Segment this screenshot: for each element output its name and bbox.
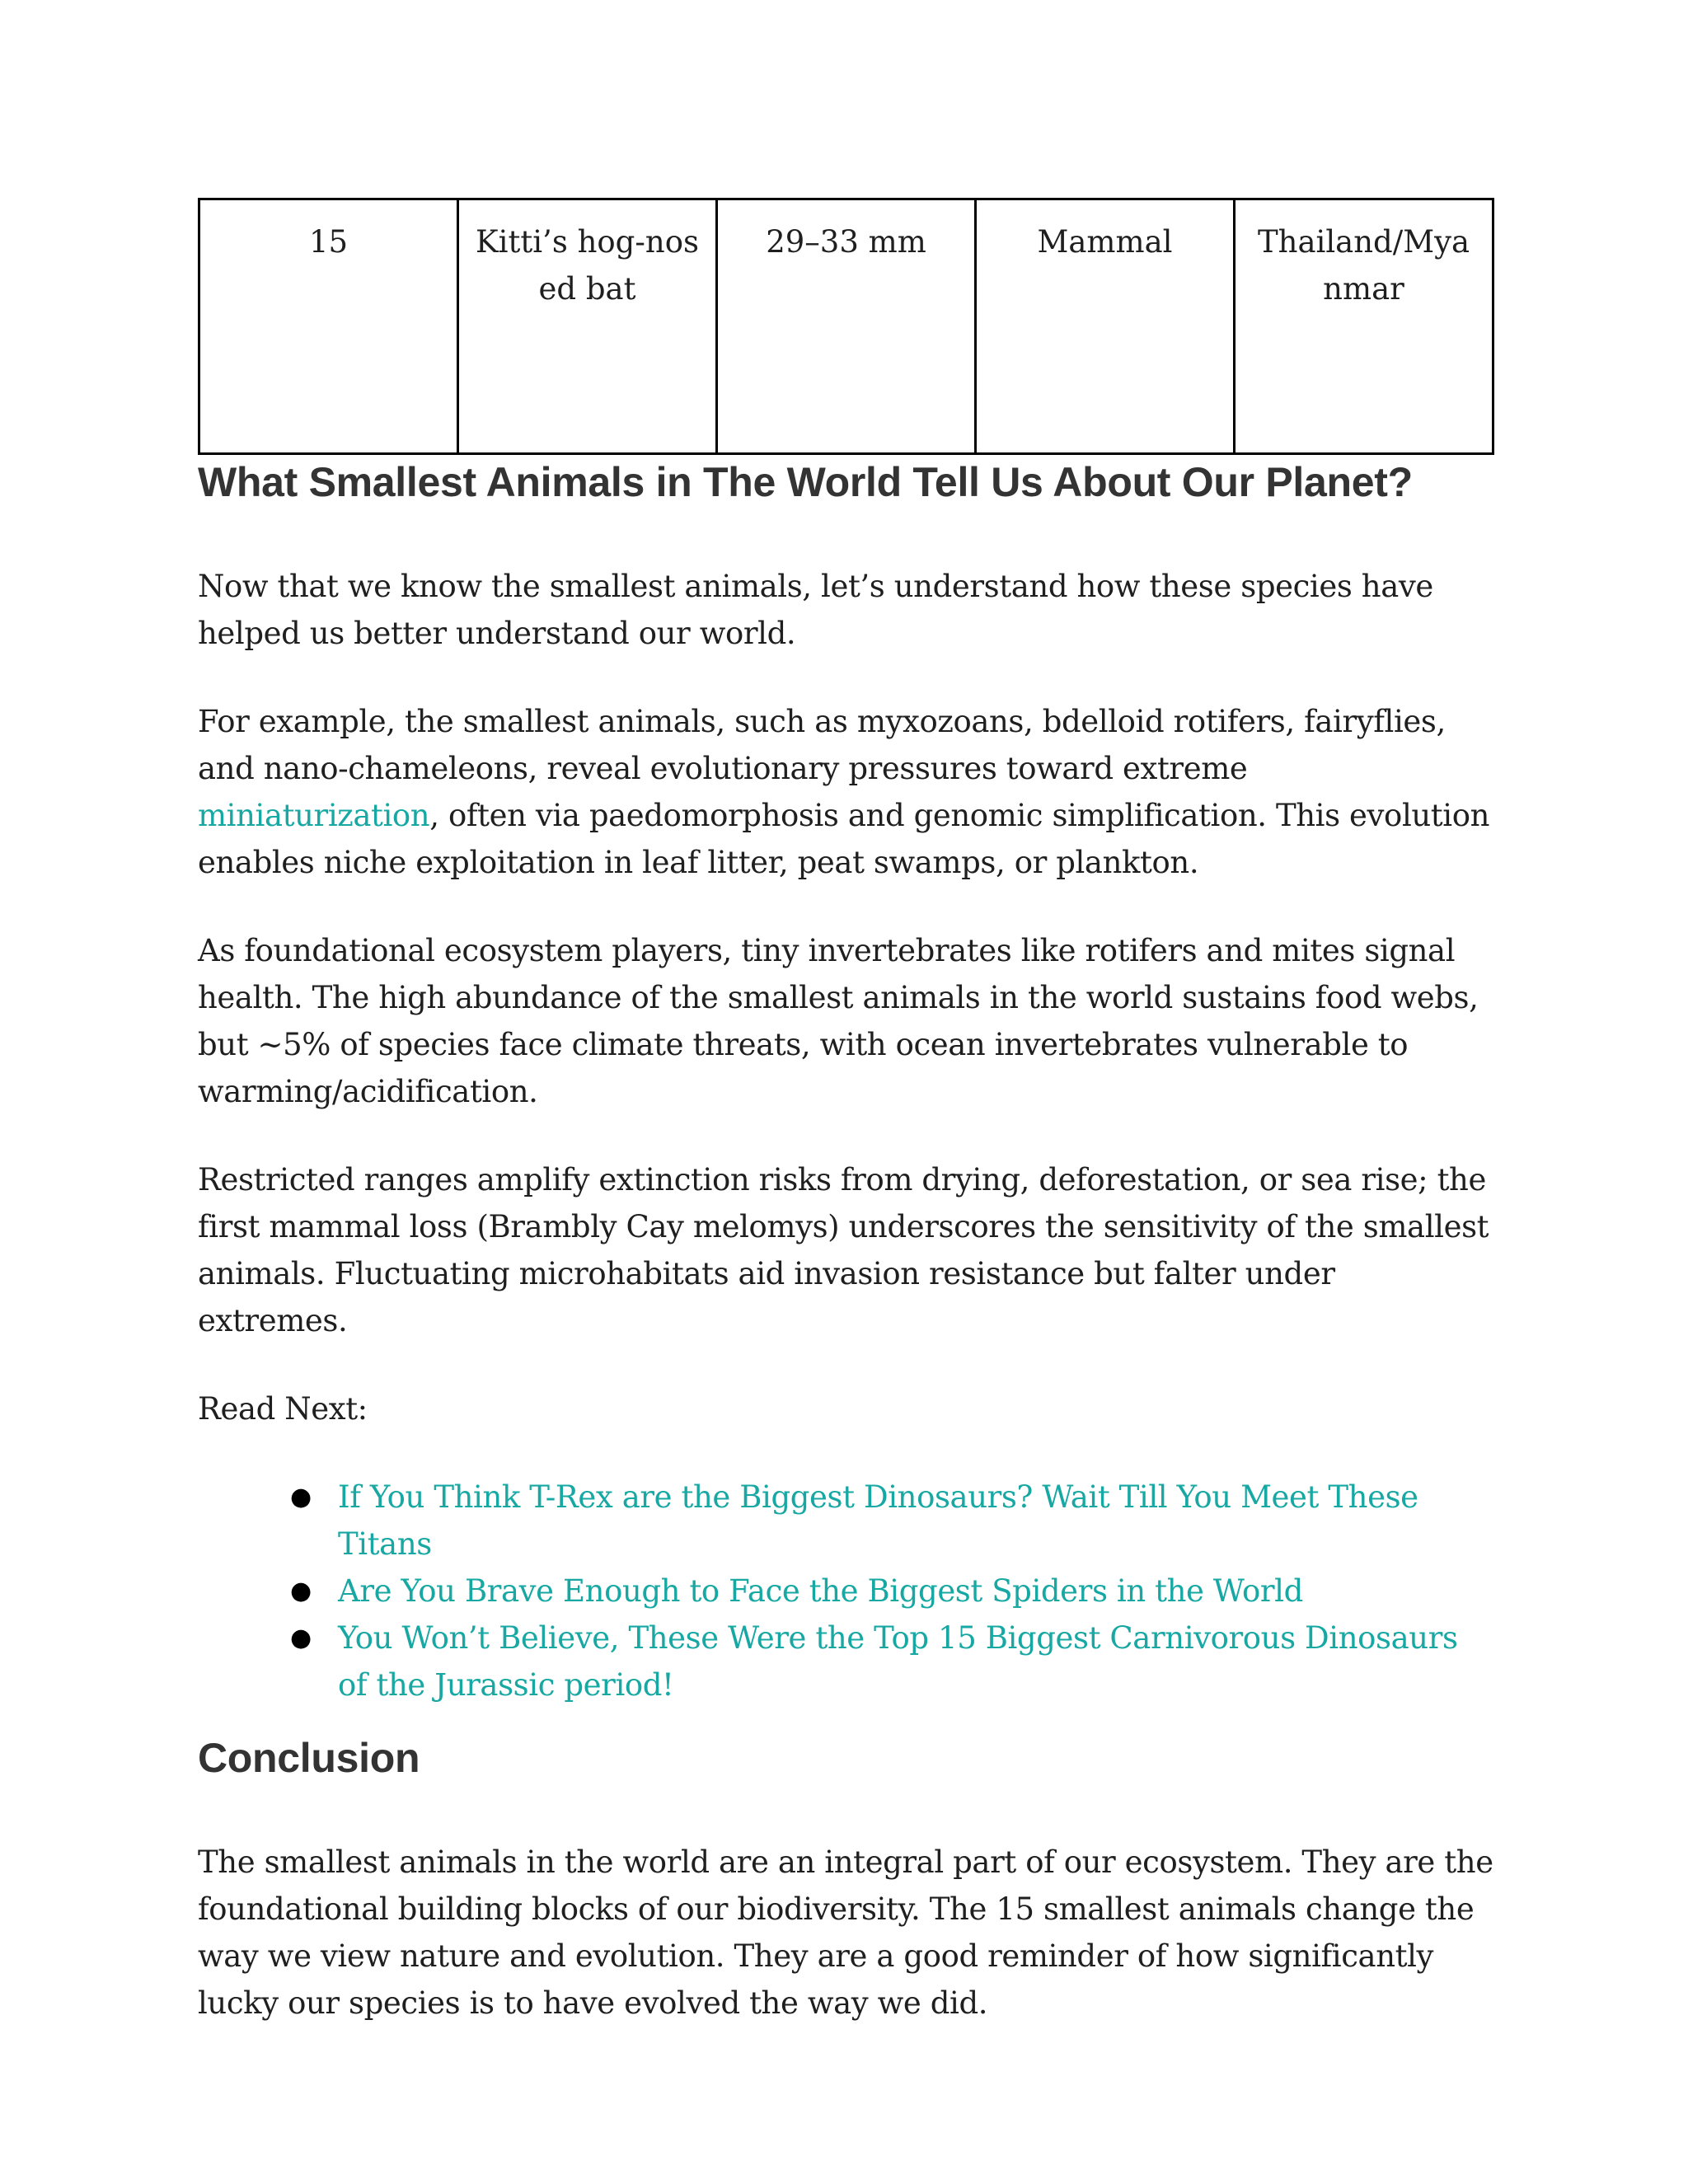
miniaturization-link[interactable]: miniaturization — [198, 798, 430, 833]
evolution-text-start: For example, the smallest animals, such as myxozoans, bdelloid rotifers, fairyflies, and nano-chameleons, reveal evolutionary pressures toward extreme — [198, 704, 1446, 786]
ecosystem-paragraph: As foundational ecosystem players, tiny invertebrates like rotifers and mites signal health. The high abundance of the smallest animals in the world sustains food webs, but ~5% of species face climate threats, with ocean invertebrates vulnerable to warming/acidification. — [198, 933, 1479, 1109]
document-page — [198, 198, 1493, 2027]
read-next-link-trex[interactable]: If You Think T-Rex are the Biggest Dinosaurs? Wait Till You Meet These Titans — [338, 1479, 1418, 1562]
bullet-icon: ● — [290, 1624, 312, 1652]
list-item — [290, 1568, 1493, 1615]
conclusion-paragraph: The smallest animals in the world are an integral part of our ecosystem. They are the foundational building blocks of our biodiversity. The 15 smallest animals change the way we view nature and evolution. They are a good reminder of how significantly lucky our species is to have evolved the way we did. — [198, 1844, 1493, 2021]
location-cell: Thailand/Myanmar — [1235, 199, 1493, 454]
list-item — [290, 1615, 1493, 1708]
species-table — [198, 198, 1494, 455]
read-next-link-spiders[interactable]: Are You Brave Enough to Face the Biggest Spiders in the World — [338, 1573, 1303, 1609]
extinction-paragraph: Restricted ranges amplify extinction risks from drying, deforestation, or sea rise; the first mammal loss (Brambly Cay melomys) underscores the sensitivity of the smallest animals. Fluctuating microhabitats aid invasion resistance but falter under extremes. — [198, 1162, 1489, 1338]
read-next-label: Read Next: — [198, 1391, 368, 1427]
table-row — [199, 199, 1493, 454]
conclusion-heading: Conclusion — [198, 1735, 420, 1781]
evolution-paragraph — [198, 698, 1493, 886]
class-cell: Mammal — [976, 199, 1235, 454]
evolution-text-end: , often via paedomorphosis and genomic simplification. This evolution enables niche exploitation in leaf litter, peat swamps, or plankton. — [198, 798, 1490, 880]
bullet-icon: ● — [290, 1577, 312, 1605]
bullet-icon: ● — [290, 1483, 312, 1511]
size-cell: 29–33 mm — [717, 199, 976, 454]
animal-name-cell: Kitti’s hog-nosed bat — [458, 199, 717, 454]
rank-cell: 15 — [199, 199, 458, 454]
list-item — [290, 1474, 1493, 1568]
read-next-list — [198, 1474, 1493, 1708]
read-next-link-carnivorous[interactable]: You Won’t Believe, These Were the Top 15 Biggest Carnivorous Dinosaurs of the Jurassic period! — [338, 1620, 1458, 1703]
section-heading: What Smallest Animals in The World Tell Us About Our Planet? — [198, 459, 1413, 505]
intro-paragraph: Now that we know the smallest animals, let’s understand how these species have helped us better understand our world. — [198, 569, 1433, 651]
